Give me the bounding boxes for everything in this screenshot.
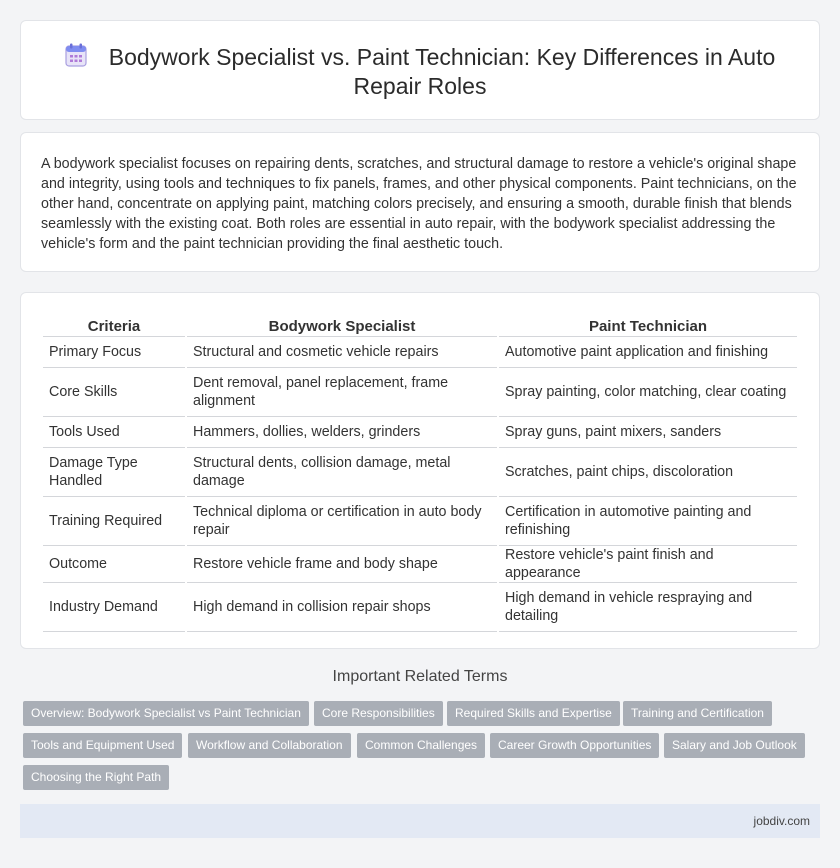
table-cell: Spray guns, paint mixers, sanders xyxy=(499,417,797,448)
table-cell: Outcome xyxy=(43,546,185,583)
table-row xyxy=(43,497,797,546)
comparison-card xyxy=(20,292,820,649)
page-title-block xyxy=(51,43,789,101)
table-row xyxy=(43,337,797,368)
table-row xyxy=(43,417,797,448)
table-cell: Certification in automotive painting and refinishing xyxy=(499,497,797,546)
footer xyxy=(20,804,820,838)
tag-required-skills[interactable]: Required Skills and Expertise xyxy=(447,701,620,726)
table-cell: Core Skills xyxy=(43,368,185,417)
header-card xyxy=(20,20,820,120)
table-cell: Technical diploma or certification in auto body repair xyxy=(187,497,497,546)
calendar-icon xyxy=(65,43,87,67)
table-cell: Primary Focus xyxy=(43,337,185,368)
tag-career-growth[interactable]: Career Growth Opportunities xyxy=(490,733,659,758)
column-header-criteria: Criteria xyxy=(43,313,185,337)
tag-overview[interactable]: Overview: Bodywork Specialist vs Paint Technician xyxy=(23,701,309,726)
table-row xyxy=(43,546,797,583)
table-row xyxy=(43,448,797,497)
table-cell: Structural dents, collision damage, metal damage xyxy=(187,448,497,497)
page-title: Bodywork Specialist vs. Paint Technician: Key Differences in Auto Repair Roles xyxy=(108,44,776,99)
table-cell: Restore vehicle's paint finish and appearance xyxy=(499,546,797,583)
table-cell: Tools Used xyxy=(43,417,185,448)
tag-core-responsibilities[interactable]: Core Responsibilities xyxy=(314,701,443,726)
table-cell: Automotive paint application and finishing xyxy=(499,337,797,368)
table-cell: Dent removal, panel replacement, frame alignment xyxy=(187,368,497,417)
tag-training-certification[interactable]: Training and Certification xyxy=(623,701,772,726)
table-cell: Scratches, paint chips, discoloration xyxy=(499,448,797,497)
intro-card xyxy=(20,132,820,272)
related-terms-heading: Important Related Terms xyxy=(332,668,508,685)
table-cell: Hammers, dollies, welders, grinders xyxy=(187,417,497,448)
table-cell: Industry Demand xyxy=(43,583,185,632)
table-cell: Restore vehicle frame and body shape xyxy=(187,546,497,583)
tag-salary-outlook[interactable]: Salary and Job Outlook xyxy=(664,733,805,758)
comparison-table xyxy=(41,313,799,632)
intro-paragraph: A bodywork specialist focuses on repairing dents, scratches, and structural damage to restore a vehicle's original shape and integrity, using tools and techniques to fix panels, frames, and other physical components. Paint technicians, on the other hand, concentrate on applying paint, matching colors precisely, and ensuring a smooth, durable finish that blends seamlessly with the existing coat. Both roles are essential in auto repair, with the bodywork specialist addressing the vehicle's form and the paint technician providing the final aesthetic touch. xyxy=(41,156,797,252)
table-cell: Structural and cosmetic vehicle repairs xyxy=(187,337,497,368)
tag-workflow-collaboration[interactable]: Workflow and Collaboration xyxy=(188,733,351,758)
table-row xyxy=(43,583,797,632)
footer-site-link[interactable]: jobdiv.com xyxy=(753,814,810,828)
table-cell: High demand in collision repair shops xyxy=(187,583,497,632)
tag-tools-equipment[interactable]: Tools and Equipment Used xyxy=(23,733,182,758)
tag-common-challenges[interactable]: Common Challenges xyxy=(357,733,485,758)
column-header-bodywork: Bodywork Specialist xyxy=(187,313,497,337)
table-cell: High demand in vehicle respraying and detailing xyxy=(499,583,797,632)
column-header-paint: Paint Technician xyxy=(499,313,797,337)
table-row xyxy=(43,368,797,417)
table-cell: Training Required xyxy=(43,497,185,546)
table-header-row xyxy=(43,313,797,337)
table-cell: Damage Type Handled xyxy=(43,448,185,497)
table-cell: Spray painting, color matching, clear coating xyxy=(499,368,797,417)
tag-choosing-path[interactable]: Choosing the Right Path xyxy=(23,765,169,790)
